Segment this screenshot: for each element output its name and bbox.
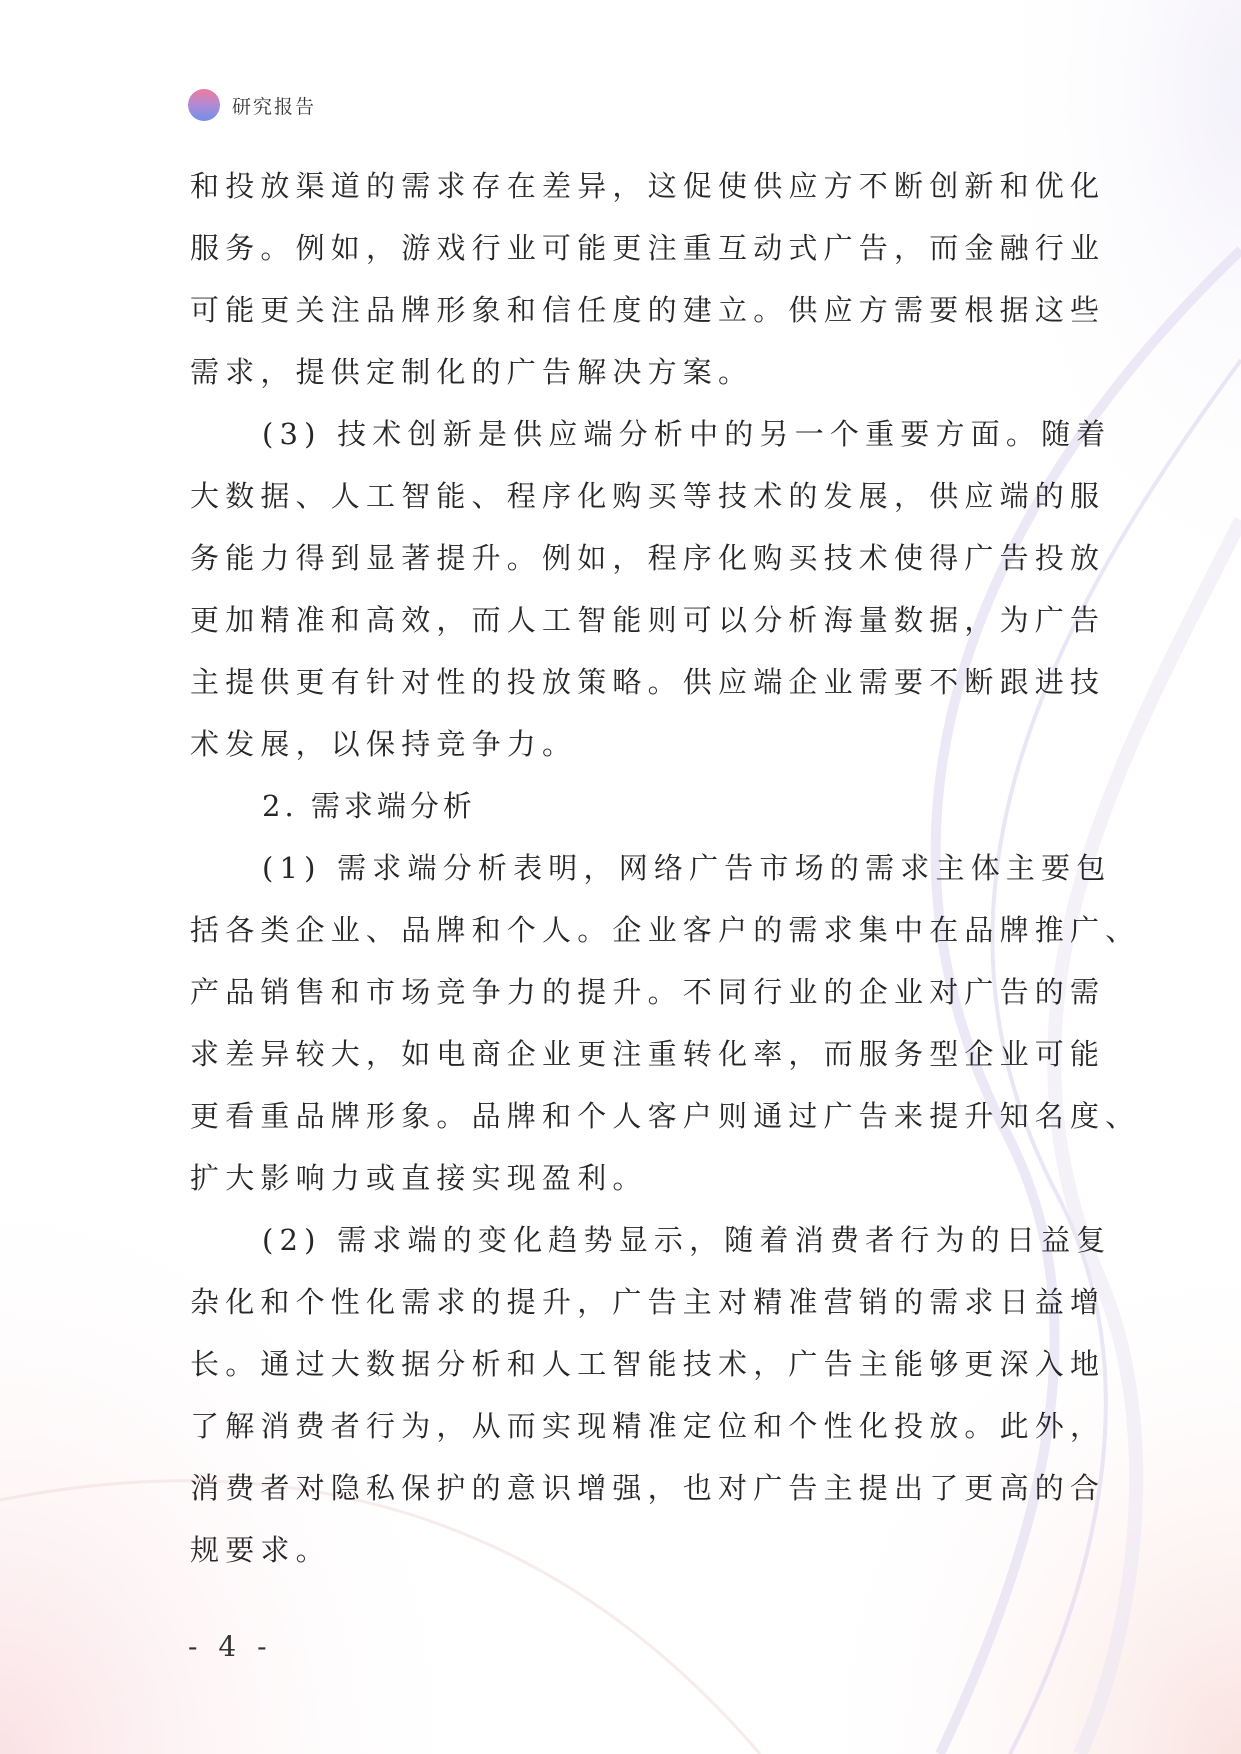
body-text [190, 155, 1141, 1581]
section-heading: 2. 需求端分析 [262, 789, 476, 823]
text-line: 务能力得到显著提升。例如，程序化购买技术使得广告投放 [190, 541, 1106, 575]
text-line: 杂化和个性化需求的提升，广告主对精准营销的需求日益增 [190, 1285, 1106, 1319]
text-line: 术发展，以保持竞争力。 [190, 727, 578, 761]
text-line: 了解消费者行为，从而实现精准定位和个性化投放。此外， [190, 1409, 1106, 1443]
text-line: (3) 技术创新是供应端分析中的另一个重要方面。随着 [262, 417, 1112, 451]
text-line: 求差异较大，如电商企业更注重转化率，而服务型企业可能 [190, 1037, 1106, 1071]
text-line: 规要求。 [190, 1533, 331, 1567]
text-line: 更加精准和高效，而人工智能则可以分析海量数据，为广告 [190, 603, 1106, 637]
text-line: 可能更关注品牌形象和信任度的建立。供应方需要根据这些 [190, 293, 1106, 327]
text-line: 扩大影响力或直接实现盈利。 [190, 1161, 648, 1195]
text-line: (1) 需求端分析表明，网络广告市场的需求主体主要包 [262, 851, 1112, 885]
text-line: 大数据、人工智能、程序化购买等技术的发展，供应端的服 [190, 479, 1106, 513]
text-line: 需求，提供定制化的广告解决方案。 [190, 355, 754, 389]
text-line: (2) 需求端的变化趋势显示，随着消费者行为的日益复 [262, 1223, 1112, 1257]
page-number: - 4 - [188, 1630, 273, 1663]
page-header [188, 88, 316, 122]
text-line: 主提供更有针对性的投放策略。供应端企业需要不断跟进技 [190, 665, 1106, 699]
text-line: 更看重品牌形象。品牌和个人客户则通过广告来提升知名度、 [190, 1099, 1141, 1133]
report-logo-icon [188, 89, 220, 121]
text-line: 和投放渠道的需求存在差异，这促使供应方不断创新和优化 [190, 169, 1106, 203]
text-line: 产品销售和市场竞争力的提升。不同行业的企业对广告的需 [190, 975, 1106, 1009]
text-line: 服务。例如，游戏行业可能更注重互动式广告，而金融行业 [190, 231, 1106, 265]
header-title: 研究报告 [232, 95, 317, 118]
text-line: 消费者对隐私保护的意识增强，也对广告主提出了更高的合 [190, 1471, 1106, 1505]
text-line: 括各类企业、品牌和个人。企业客户的需求集中在品牌推广、 [190, 913, 1141, 947]
text-line: 长。通过大数据分析和人工智能技术，广告主能够更深入地 [190, 1347, 1106, 1381]
